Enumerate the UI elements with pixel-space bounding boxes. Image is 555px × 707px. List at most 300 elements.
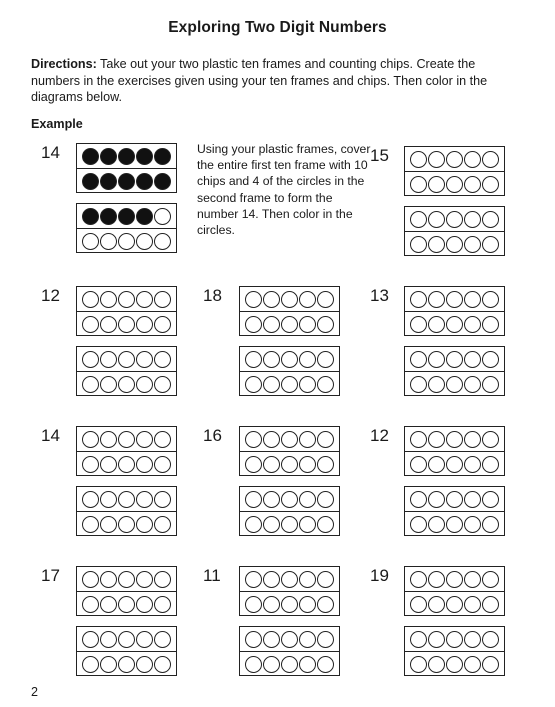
empty-circle[interactable] bbox=[136, 516, 153, 533]
empty-circle[interactable] bbox=[446, 316, 463, 333]
empty-circle[interactable] bbox=[428, 456, 445, 473]
empty-circle[interactable] bbox=[410, 516, 427, 533]
empty-circle[interactable] bbox=[410, 351, 427, 368]
ten-frame-row bbox=[77, 144, 176, 168]
empty-circle[interactable] bbox=[410, 571, 427, 588]
example-instructions: Using your plastic frames, cover the entire first ten frame with 10 chips and 4 of the circles in the second frame to form the number 14. Then color in the circles. bbox=[197, 142, 371, 238]
empty-circle[interactable] bbox=[263, 516, 280, 533]
empty-circle[interactable] bbox=[154, 491, 171, 508]
ten-frame-row bbox=[405, 651, 504, 676]
exercise-first-ten-frame bbox=[404, 146, 505, 196]
empty-circle[interactable] bbox=[82, 491, 99, 508]
empty-circle[interactable] bbox=[428, 376, 445, 393]
empty-circle[interactable] bbox=[245, 491, 262, 508]
ten-frame-row bbox=[405, 171, 504, 196]
ten-frame-row bbox=[77, 287, 176, 311]
empty-circle[interactable] bbox=[136, 596, 153, 613]
empty-circle[interactable] bbox=[428, 656, 445, 673]
empty-circle[interactable] bbox=[118, 516, 135, 533]
empty-circle[interactable] bbox=[410, 376, 427, 393]
empty-circle[interactable] bbox=[281, 376, 298, 393]
empty-circle[interactable] bbox=[263, 571, 280, 588]
example-second-ten-frame bbox=[76, 203, 177, 253]
filled-chip-circle[interactable] bbox=[136, 208, 153, 225]
empty-circle[interactable] bbox=[482, 516, 499, 533]
empty-circle[interactable] bbox=[446, 631, 463, 648]
empty-circle[interactable] bbox=[263, 316, 280, 333]
empty-circle[interactable] bbox=[299, 656, 316, 673]
ten-frame-row bbox=[405, 427, 504, 451]
empty-circle[interactable] bbox=[299, 596, 316, 613]
empty-circle[interactable] bbox=[154, 631, 171, 648]
empty-circle[interactable] bbox=[82, 376, 99, 393]
filled-chip-circle[interactable] bbox=[118, 148, 135, 165]
empty-circle[interactable] bbox=[482, 236, 499, 253]
empty-circle[interactable] bbox=[245, 316, 262, 333]
ten-frame-row bbox=[77, 371, 176, 396]
exercise-second-ten-frame bbox=[404, 486, 505, 536]
empty-circle[interactable] bbox=[428, 571, 445, 588]
empty-circle[interactable] bbox=[118, 431, 135, 448]
empty-circle[interactable] bbox=[317, 516, 334, 533]
filled-chip-circle[interactable] bbox=[136, 148, 153, 165]
empty-circle[interactable] bbox=[482, 211, 499, 228]
ten-frame-row bbox=[405, 591, 504, 616]
empty-circle[interactable] bbox=[464, 351, 481, 368]
ten-frame-row bbox=[405, 371, 504, 396]
exercise-number: 11 bbox=[203, 566, 221, 585]
empty-circle[interactable] bbox=[82, 516, 99, 533]
exercise-second-ten-frame bbox=[239, 346, 340, 396]
exercise-second-ten-frame bbox=[76, 346, 177, 396]
empty-circle[interactable] bbox=[299, 571, 316, 588]
empty-circle[interactable] bbox=[245, 291, 262, 308]
empty-circle[interactable] bbox=[100, 351, 117, 368]
exercise-first-ten-frame bbox=[404, 286, 505, 336]
empty-circle[interactable] bbox=[281, 596, 298, 613]
empty-circle[interactable] bbox=[317, 351, 334, 368]
empty-circle[interactable] bbox=[281, 491, 298, 508]
empty-circle[interactable] bbox=[428, 291, 445, 308]
empty-circle[interactable] bbox=[281, 431, 298, 448]
ten-frame-row bbox=[405, 147, 504, 171]
empty-circle[interactable] bbox=[464, 431, 481, 448]
empty-circle[interactable] bbox=[245, 431, 262, 448]
ten-frame-row bbox=[405, 627, 504, 651]
empty-circle[interactable] bbox=[118, 456, 135, 473]
ten-frame-row bbox=[240, 487, 339, 511]
empty-circle[interactable] bbox=[245, 596, 262, 613]
empty-circle[interactable] bbox=[100, 631, 117, 648]
empty-circle[interactable] bbox=[82, 456, 99, 473]
empty-circle[interactable] bbox=[446, 351, 463, 368]
empty-circle[interactable] bbox=[428, 351, 445, 368]
empty-circle[interactable] bbox=[281, 571, 298, 588]
exercise-first-ten-frame bbox=[239, 286, 340, 336]
exercise-second-ten-frame bbox=[76, 626, 177, 676]
empty-circle[interactable] bbox=[464, 571, 481, 588]
exercise-number: 12 bbox=[370, 426, 389, 445]
empty-circle[interactable] bbox=[482, 376, 499, 393]
empty-circle[interactable] bbox=[464, 631, 481, 648]
ten-frame-row bbox=[405, 451, 504, 476]
empty-circle[interactable] bbox=[317, 491, 334, 508]
empty-circle[interactable] bbox=[482, 656, 499, 673]
empty-circle[interactable] bbox=[118, 376, 135, 393]
empty-circle[interactable] bbox=[100, 233, 117, 250]
empty-circle[interactable] bbox=[428, 316, 445, 333]
empty-circle[interactable] bbox=[281, 316, 298, 333]
empty-circle[interactable] bbox=[464, 176, 481, 193]
exercise-second-ten-frame bbox=[239, 486, 340, 536]
exercise-number: 13 bbox=[370, 286, 389, 305]
empty-circle[interactable] bbox=[410, 656, 427, 673]
empty-circle[interactable] bbox=[464, 516, 481, 533]
empty-circle[interactable] bbox=[281, 631, 298, 648]
empty-circle[interactable] bbox=[299, 291, 316, 308]
empty-circle[interactable] bbox=[428, 236, 445, 253]
empty-circle[interactable] bbox=[263, 456, 280, 473]
empty-circle[interactable] bbox=[82, 596, 99, 613]
empty-circle[interactable] bbox=[82, 291, 99, 308]
empty-circle[interactable] bbox=[482, 631, 499, 648]
empty-circle[interactable] bbox=[410, 491, 427, 508]
empty-circle[interactable] bbox=[154, 431, 171, 448]
empty-circle[interactable] bbox=[100, 596, 117, 613]
empty-circle[interactable] bbox=[136, 571, 153, 588]
empty-circle[interactable] bbox=[482, 151, 499, 168]
empty-circle[interactable] bbox=[464, 491, 481, 508]
empty-circle[interactable] bbox=[410, 456, 427, 473]
empty-circle[interactable] bbox=[299, 431, 316, 448]
ten-frame-row bbox=[405, 567, 504, 591]
empty-circle[interactable] bbox=[118, 233, 135, 250]
ten-frame-row bbox=[77, 168, 176, 193]
page-number: 2 bbox=[31, 685, 39, 699]
exercise-number: 16 bbox=[203, 426, 222, 445]
exercise-second-ten-frame bbox=[404, 206, 505, 256]
directions-label: Directions: bbox=[31, 57, 97, 71]
empty-circle[interactable] bbox=[118, 316, 135, 333]
empty-circle[interactable] bbox=[281, 656, 298, 673]
empty-circle[interactable] bbox=[299, 316, 316, 333]
empty-circle[interactable] bbox=[317, 571, 334, 588]
empty-circle[interactable] bbox=[410, 151, 427, 168]
empty-circle[interactable] bbox=[482, 491, 499, 508]
exercise-first-ten-frame bbox=[76, 286, 177, 336]
empty-circle[interactable] bbox=[428, 151, 445, 168]
empty-circle[interactable] bbox=[428, 491, 445, 508]
ten-frame-row bbox=[77, 427, 176, 451]
exercise-first-ten-frame bbox=[76, 566, 177, 616]
empty-circle[interactable] bbox=[263, 376, 280, 393]
filled-chip-circle[interactable] bbox=[154, 173, 171, 190]
ten-frame-row bbox=[240, 287, 339, 311]
exercise-second-ten-frame bbox=[76, 486, 177, 536]
ten-frame-row bbox=[77, 591, 176, 616]
directions-paragraph bbox=[31, 56, 521, 106]
empty-circle[interactable] bbox=[136, 233, 153, 250]
empty-circle[interactable] bbox=[428, 631, 445, 648]
empty-circle[interactable] bbox=[317, 596, 334, 613]
empty-circle[interactable] bbox=[428, 176, 445, 193]
empty-circle[interactable] bbox=[100, 316, 117, 333]
ten-frame-row bbox=[405, 511, 504, 536]
filled-chip-circle[interactable] bbox=[82, 173, 99, 190]
empty-circle[interactable] bbox=[446, 596, 463, 613]
empty-circle[interactable] bbox=[82, 316, 99, 333]
empty-circle[interactable] bbox=[299, 376, 316, 393]
ten-frame-row bbox=[77, 347, 176, 371]
empty-circle[interactable] bbox=[263, 491, 280, 508]
empty-circle[interactable] bbox=[154, 656, 171, 673]
ten-frame-row bbox=[405, 487, 504, 511]
empty-circle[interactable] bbox=[410, 236, 427, 253]
empty-circle[interactable] bbox=[446, 571, 463, 588]
filled-chip-circle[interactable] bbox=[118, 173, 135, 190]
empty-circle[interactable] bbox=[299, 456, 316, 473]
empty-circle[interactable] bbox=[428, 516, 445, 533]
empty-circle[interactable] bbox=[154, 376, 171, 393]
empty-circle[interactable] bbox=[154, 516, 171, 533]
exercise-number: 14 bbox=[41, 426, 60, 445]
empty-circle[interactable] bbox=[446, 211, 463, 228]
empty-circle[interactable] bbox=[263, 631, 280, 648]
empty-circle[interactable] bbox=[482, 351, 499, 368]
empty-circle[interactable] bbox=[100, 516, 117, 533]
exercise-first-ten-frame bbox=[76, 426, 177, 476]
exercise-first-ten-frame bbox=[239, 566, 340, 616]
empty-circle[interactable] bbox=[482, 176, 499, 193]
ten-frame-row bbox=[240, 627, 339, 651]
empty-circle[interactable] bbox=[464, 151, 481, 168]
empty-circle[interactable] bbox=[281, 291, 298, 308]
empty-circle[interactable] bbox=[136, 291, 153, 308]
empty-circle[interactable] bbox=[446, 456, 463, 473]
empty-circle[interactable] bbox=[317, 376, 334, 393]
empty-circle[interactable] bbox=[299, 491, 316, 508]
empty-circle[interactable] bbox=[281, 516, 298, 533]
ten-frame-row bbox=[77, 311, 176, 336]
ten-frame-row bbox=[77, 567, 176, 591]
empty-circle[interactable] bbox=[317, 291, 334, 308]
filled-chip-circle[interactable] bbox=[100, 208, 117, 225]
empty-circle[interactable] bbox=[100, 291, 117, 308]
filled-chip-circle[interactable] bbox=[118, 208, 135, 225]
ten-frame-row bbox=[77, 204, 176, 228]
exercise-second-ten-frame bbox=[404, 626, 505, 676]
empty-circle[interactable] bbox=[82, 431, 99, 448]
empty-circle[interactable] bbox=[317, 431, 334, 448]
empty-circle[interactable] bbox=[482, 316, 499, 333]
empty-circle[interactable] bbox=[317, 656, 334, 673]
empty-circle[interactable] bbox=[136, 656, 153, 673]
empty-circle[interactable] bbox=[245, 571, 262, 588]
exercise-first-ten-frame bbox=[239, 426, 340, 476]
empty-circle[interactable] bbox=[428, 211, 445, 228]
empty-circle[interactable] bbox=[446, 491, 463, 508]
empty-circle[interactable] bbox=[82, 233, 99, 250]
exercise-number: 15 bbox=[370, 146, 389, 165]
empty-circle[interactable] bbox=[100, 376, 117, 393]
empty-circle[interactable] bbox=[118, 291, 135, 308]
empty-circle[interactable] bbox=[136, 376, 153, 393]
empty-circle[interactable] bbox=[263, 431, 280, 448]
empty-circle[interactable] bbox=[299, 351, 316, 368]
empty-circle[interactable] bbox=[299, 631, 316, 648]
empty-circle[interactable] bbox=[154, 208, 171, 225]
empty-circle[interactable] bbox=[410, 631, 427, 648]
ten-frame-row bbox=[77, 627, 176, 651]
ten-frame-row bbox=[240, 371, 339, 396]
empty-circle[interactable] bbox=[136, 431, 153, 448]
filled-chip-circle[interactable] bbox=[100, 148, 117, 165]
empty-circle[interactable] bbox=[82, 656, 99, 673]
empty-circle[interactable] bbox=[263, 351, 280, 368]
empty-circle[interactable] bbox=[482, 571, 499, 588]
empty-circle[interactable] bbox=[446, 656, 463, 673]
empty-circle[interactable] bbox=[154, 596, 171, 613]
example-number: 14 bbox=[41, 143, 60, 162]
ten-frame-row bbox=[405, 231, 504, 256]
empty-circle[interactable] bbox=[118, 571, 135, 588]
filled-chip-circle[interactable] bbox=[82, 208, 99, 225]
example-first-ten-frame bbox=[76, 143, 177, 193]
empty-circle[interactable] bbox=[299, 516, 316, 533]
directions-text: Take out your two plastic ten frames and counting chips. Create the numbers in the exercises given using your ten frames and chips. Then color in the diagrams below. bbox=[31, 57, 488, 104]
empty-circle[interactable] bbox=[154, 571, 171, 588]
empty-circle[interactable] bbox=[263, 291, 280, 308]
empty-circle[interactable] bbox=[118, 491, 135, 508]
empty-circle[interactable] bbox=[136, 631, 153, 648]
empty-circle[interactable] bbox=[464, 236, 481, 253]
filled-chip-circle[interactable] bbox=[154, 148, 171, 165]
filled-chip-circle[interactable] bbox=[100, 173, 117, 190]
empty-circle[interactable] bbox=[428, 431, 445, 448]
empty-circle[interactable] bbox=[118, 631, 135, 648]
filled-chip-circle[interactable] bbox=[136, 173, 153, 190]
page-title: Exploring Two Digit Numbers bbox=[168, 19, 387, 36]
empty-circle[interactable] bbox=[482, 596, 499, 613]
empty-circle[interactable] bbox=[136, 316, 153, 333]
empty-circle[interactable] bbox=[82, 351, 99, 368]
empty-circle[interactable] bbox=[446, 376, 463, 393]
ten-frame-row bbox=[77, 228, 176, 253]
ten-frame-row bbox=[240, 591, 339, 616]
empty-circle[interactable] bbox=[446, 516, 463, 533]
empty-circle[interactable] bbox=[482, 291, 499, 308]
ten-frame-row bbox=[240, 511, 339, 536]
empty-circle[interactable] bbox=[446, 236, 463, 253]
empty-circle[interactable] bbox=[245, 376, 262, 393]
empty-circle[interactable] bbox=[136, 456, 153, 473]
empty-circle[interactable] bbox=[464, 596, 481, 613]
ten-frame-row bbox=[405, 347, 504, 371]
empty-circle[interactable] bbox=[464, 316, 481, 333]
empty-circle[interactable] bbox=[100, 431, 117, 448]
empty-circle[interactable] bbox=[410, 291, 427, 308]
exercise-first-ten-frame bbox=[404, 566, 505, 616]
empty-circle[interactable] bbox=[317, 456, 334, 473]
ten-frame-row bbox=[77, 511, 176, 536]
exercise-second-ten-frame bbox=[404, 346, 505, 396]
empty-circle[interactable] bbox=[263, 596, 280, 613]
ten-frame-row bbox=[405, 311, 504, 336]
empty-circle[interactable] bbox=[281, 456, 298, 473]
exercise-number: 19 bbox=[370, 566, 389, 585]
empty-circle[interactable] bbox=[82, 571, 99, 588]
empty-circle[interactable] bbox=[100, 656, 117, 673]
empty-circle[interactable] bbox=[154, 233, 171, 250]
empty-circle[interactable] bbox=[317, 316, 334, 333]
empty-circle[interactable] bbox=[100, 491, 117, 508]
empty-circle[interactable] bbox=[100, 456, 117, 473]
ten-frame-row bbox=[77, 451, 176, 476]
empty-circle[interactable] bbox=[446, 431, 463, 448]
ten-frame-row bbox=[240, 311, 339, 336]
empty-circle[interactable] bbox=[154, 456, 171, 473]
exercise-number: 17 bbox=[41, 566, 60, 585]
ten-frame-row bbox=[77, 651, 176, 676]
ten-frame-row bbox=[240, 427, 339, 451]
empty-circle[interactable] bbox=[464, 376, 481, 393]
empty-circle[interactable] bbox=[410, 316, 427, 333]
empty-circle[interactable] bbox=[446, 151, 463, 168]
empty-circle[interactable] bbox=[482, 456, 499, 473]
empty-circle[interactable] bbox=[118, 351, 135, 368]
empty-circle[interactable] bbox=[245, 656, 262, 673]
example-heading: Example bbox=[31, 117, 83, 131]
ten-frame-row bbox=[405, 287, 504, 311]
empty-circle[interactable] bbox=[482, 431, 499, 448]
empty-circle[interactable] bbox=[428, 596, 445, 613]
empty-circle[interactable] bbox=[410, 211, 427, 228]
empty-circle[interactable] bbox=[118, 656, 135, 673]
exercise-first-ten-frame bbox=[404, 426, 505, 476]
empty-circle[interactable] bbox=[118, 596, 135, 613]
empty-circle[interactable] bbox=[154, 316, 171, 333]
empty-circle[interactable] bbox=[82, 631, 99, 648]
empty-circle[interactable] bbox=[100, 571, 117, 588]
ten-frame-row bbox=[405, 207, 504, 231]
empty-circle[interactable] bbox=[446, 291, 463, 308]
ten-frame-row bbox=[240, 651, 339, 676]
empty-circle[interactable] bbox=[245, 631, 262, 648]
exercise-second-ten-frame bbox=[239, 626, 340, 676]
empty-circle[interactable] bbox=[410, 596, 427, 613]
empty-circle[interactable] bbox=[136, 351, 153, 368]
empty-circle[interactable] bbox=[154, 351, 171, 368]
filled-chip-circle[interactable] bbox=[82, 148, 99, 165]
empty-circle[interactable] bbox=[154, 291, 171, 308]
empty-circle[interactable] bbox=[245, 456, 262, 473]
empty-circle[interactable] bbox=[136, 491, 153, 508]
empty-circle[interactable] bbox=[410, 431, 427, 448]
empty-circle[interactable] bbox=[245, 351, 262, 368]
empty-circle[interactable] bbox=[263, 656, 280, 673]
empty-circle[interactable] bbox=[464, 291, 481, 308]
empty-circle[interactable] bbox=[464, 656, 481, 673]
empty-circle[interactable] bbox=[446, 176, 463, 193]
empty-circle[interactable] bbox=[464, 211, 481, 228]
empty-circle[interactable] bbox=[281, 351, 298, 368]
empty-circle[interactable] bbox=[245, 516, 262, 533]
empty-circle[interactable] bbox=[464, 456, 481, 473]
empty-circle[interactable] bbox=[410, 176, 427, 193]
empty-circle[interactable] bbox=[317, 631, 334, 648]
ten-frame-row bbox=[240, 567, 339, 591]
ten-frame-row bbox=[77, 487, 176, 511]
